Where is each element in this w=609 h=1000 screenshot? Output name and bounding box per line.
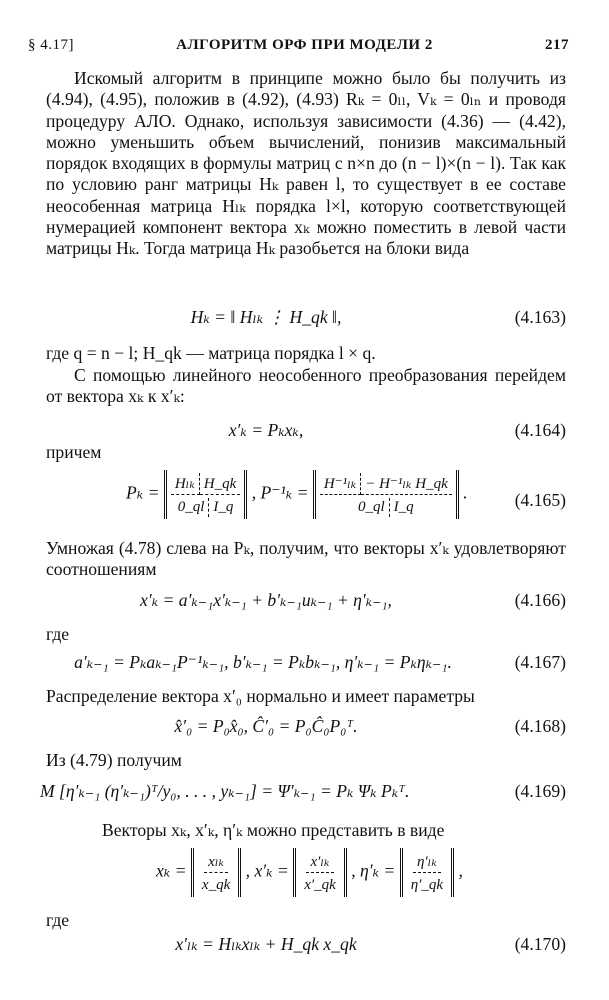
equation-number: (4.169) bbox=[514, 781, 566, 801]
equation-number: (4.168) bbox=[514, 716, 566, 736]
equation-body: x̂′₀ = P₀x̂₀, Ĉ′₀ = P₀Ĉ₀P₀ᵀ. bbox=[174, 716, 358, 736]
vector-cell: x′_qk bbox=[304, 877, 336, 893]
equation-number: (4.166) bbox=[514, 590, 566, 610]
equation-tail: . bbox=[463, 482, 468, 503]
equation-number: (4.170) bbox=[514, 934, 566, 954]
matrix-cell: I_q bbox=[393, 499, 414, 515]
vector-cell: x_qk bbox=[201, 877, 231, 893]
equation-body: Hₖ = ‖ Hₗₖ ⋮ H_qk ‖, bbox=[190, 307, 342, 327]
matrix-cell: Hₗₖ bbox=[171, 473, 200, 495]
equation-number: (4.165) bbox=[514, 490, 566, 510]
matrix-cell: I_q bbox=[213, 499, 234, 515]
matrix-cell: 0_ql bbox=[174, 498, 210, 517]
p-inverse-matrix bbox=[313, 470, 459, 519]
block-vectors bbox=[156, 848, 463, 897]
paragraph-1: Искомый алгоритм в принципе можно было бы получить из (4.94), (4.95), положив в (4.92), (4.93) Rₖ = 0ₗₗ, Vₖ = 0ₗₙ и проводя процедуру АЛО. Однако, используя зависимости (4.36) — (4.42), можно уменьшить объем вычислений, понизив максимальный порядок входящих в формулы матриц с n×n до (n − l)×(n − l). Так как по условию ранг матрицы Hₖ равен l, то существует в ее составе неособенная матрица Hₗₖ порядка l×l, которую соответствующей нумерацией компонент вектора xₖ можно поместить в левой части матрицы Hₖ. Тогда матрица Hₖ разобьется на блоки вида bbox=[46, 68, 566, 259]
paragraph-8: Из (4.79) получим bbox=[46, 750, 182, 770]
paragraph-5: Умножая (4.78) слева на Pₖ, получим, что векторы x′ₖ удовлетворяют соотношениям bbox=[46, 538, 566, 580]
x-vector bbox=[191, 848, 241, 897]
x-label: xₖ = bbox=[156, 860, 187, 881]
equation-body: x′ₗₖ = Hₗₖxₗₖ + H_qk x_qk bbox=[175, 934, 357, 954]
matrix-cell: H⁻¹ₗₖ bbox=[320, 473, 361, 495]
page-number: 217 bbox=[545, 37, 569, 53]
p-matrix bbox=[164, 470, 247, 519]
paragraph-7: Распределение вектора x′₀ нормально и имеет параметры bbox=[46, 686, 475, 706]
eta-prime-vector bbox=[400, 848, 454, 897]
p-inverse-label: , P⁻¹ₖ = bbox=[251, 482, 309, 503]
paragraph-4: причем bbox=[46, 442, 102, 462]
vector-cell: x′ₗₖ bbox=[306, 851, 333, 873]
matrix-cell: H_qk bbox=[200, 475, 241, 495]
paragraph-9: Векторы xₖ, x′ₖ, η′ₖ можно представить в виде bbox=[102, 820, 445, 840]
vector-cell: η′_qk bbox=[410, 877, 444, 893]
paragraph-2: где q = n − l; H_qk — матрица порядка l × q. bbox=[46, 343, 376, 363]
equation-tail: , bbox=[458, 860, 463, 881]
equation-number: (4.164) bbox=[514, 420, 566, 440]
paragraph-6: где bbox=[46, 624, 70, 644]
vector-cell: η′ₗₖ bbox=[413, 851, 441, 873]
equation-body: x′ₖ = Pₖxₖ, bbox=[228, 420, 304, 440]
running-title: АЛГОРИТМ ОРФ ПРИ МОДЕЛИ 2 bbox=[176, 37, 433, 53]
x-prime-label: , x′ₖ = bbox=[245, 860, 289, 881]
equation-number: (4.163) bbox=[514, 307, 566, 327]
block-matrices bbox=[126, 470, 468, 519]
matrix-cell: 0_ql bbox=[354, 498, 390, 517]
matrix-cell: − H⁻¹ₗₖ H_qk bbox=[361, 473, 451, 495]
paragraph-10: где bbox=[46, 910, 70, 930]
p-label: Pₖ = bbox=[126, 482, 160, 503]
equation-body: M [η′ₖ₋₁ (η′ₖ₋₁)ᵀ/y₀, . . . , yₖ₋₁] = Ψ′ₖ₋₁ = Pₖ Ψₖ Pₖᵀ. bbox=[40, 781, 410, 801]
eta-prime-label: , η′ₖ = bbox=[351, 860, 396, 881]
paragraph-3: С помощью линейного неособенного преобразования перейдем от вектора xₖ к x′ₖ: bbox=[46, 365, 566, 407]
equation-body: x′ₖ = a′ₖ₋₁x′ₖ₋₁ + b′ₖ₋₁uₖ₋₁ + η′ₖ₋₁, bbox=[140, 590, 392, 610]
vector-cell: xₗₖ bbox=[204, 851, 228, 873]
x-prime-vector bbox=[293, 848, 347, 897]
equation-4-165 bbox=[46, 470, 566, 532]
equation-number: (4.167) bbox=[514, 652, 566, 672]
equation-body: a′ₖ₋₁ = Pₖaₖ₋₁P⁻¹ₖ₋₁, b′ₖ₋₁ = Pₖbₖ₋₁, η′ₖ₋₁ = Pₖηₖ₋₁. bbox=[74, 652, 452, 672]
equation-vectors bbox=[46, 848, 566, 906]
section-ref: § 4.17] bbox=[28, 37, 74, 53]
